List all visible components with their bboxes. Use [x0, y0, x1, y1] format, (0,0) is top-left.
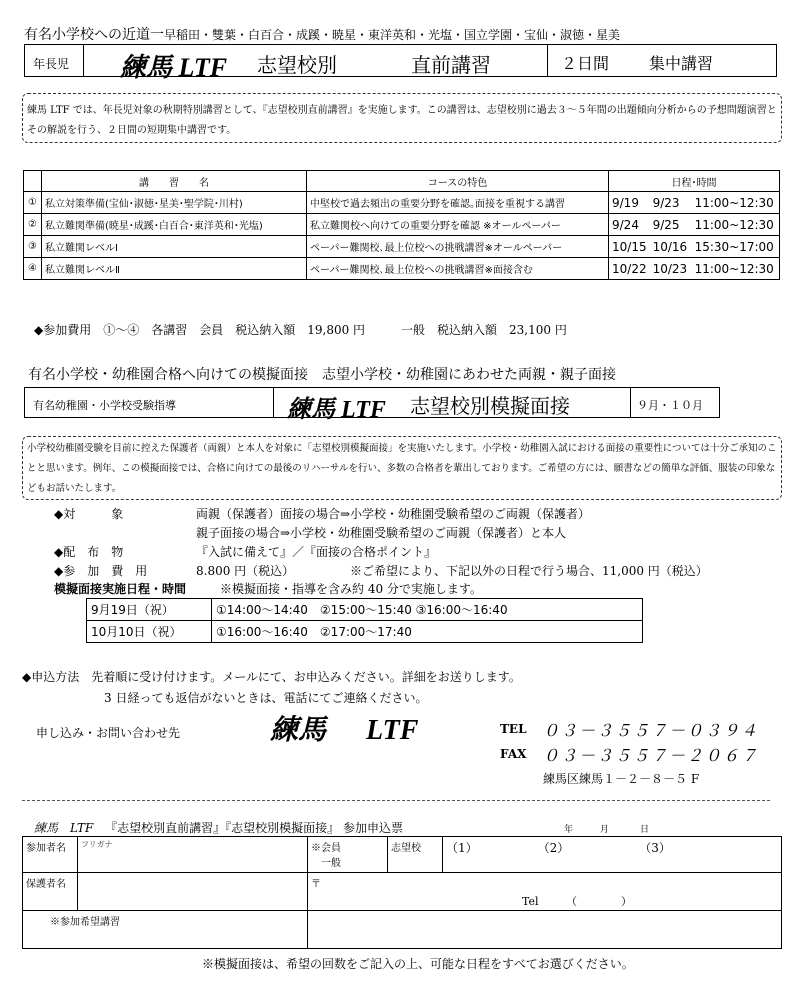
schedule-slots: ①14:00～14:40 ②15:00～15:40 ③16:00～16:40: [212, 599, 643, 621]
choice-field[interactable]: [443, 837, 782, 873]
date-2: 9/23: [650, 192, 692, 214]
course-title-a: 志望校別: [257, 53, 337, 77]
tel-label: TEL: [500, 722, 527, 736]
target-line-1: 両親（保護者）面接の場合⇒小学校・幼稚園受験希望のご両親（保護者）: [196, 507, 591, 521]
form-month: 月: [600, 825, 610, 835]
member-option: ※会員: [311, 843, 341, 854]
choice-label: 志望校: [388, 837, 443, 873]
tagline: 有名小学校への近道一: [24, 27, 164, 43]
participant-label: 参加者名: [23, 837, 78, 873]
choice-2: （2）: [537, 841, 570, 855]
course-name: 私立難関準備(暁星･成蹊･白百合･東洋英和･光塩): [42, 214, 307, 236]
duration: ２日間: [561, 54, 610, 73]
table-row: [87, 621, 643, 643]
interview-fee: 8.800 円（税込）: [196, 564, 295, 578]
header-tagline: [24, 24, 620, 44]
date-2: 10/16: [650, 236, 692, 258]
table-row: [24, 236, 780, 258]
apply-line-2: 3 日経っても返信がないときは、電話にてご連絡ください。: [104, 691, 428, 705]
course-title-b: 直前講習: [411, 53, 491, 77]
interview-fee-note: ※ご希望により、下記以外の日程で行う場合、11,000 円（税込）: [350, 564, 708, 578]
interview-label: 有名幼稚園・小学校受験指導: [33, 399, 176, 412]
wish-label-cell: [23, 911, 308, 949]
table-row: [24, 214, 780, 236]
choice-3: （3）: [639, 841, 671, 855]
form-header: [34, 819, 403, 836]
row-number: ④: [24, 258, 42, 280]
row-number: ③: [24, 236, 42, 258]
course-feature: 私立難関校へ向けての重要分野を確認 ※オールペーパー: [307, 214, 609, 236]
brand-name: 練馬 LTF: [120, 53, 228, 82]
target-label: ◆対 象: [54, 507, 124, 521]
schedule-label: 模擬面接実施日程・時間: [54, 582, 187, 596]
contact-label: 申し込み・お問い合わせ先: [36, 726, 181, 740]
interview-title: 志望校別模擬面接: [410, 394, 570, 418]
target-line-2: 親子面接の場合⇒小学校・幼稚園受験希望のご両親（保護者）と本人: [196, 526, 567, 540]
date-1: 10/15: [609, 236, 650, 258]
course-name: 私立対策準備(宝仙･淑徳･星美･聖学院･川村): [42, 192, 307, 214]
address-field[interactable]: [308, 873, 782, 911]
course-table: [23, 170, 780, 280]
course-banner: [24, 44, 777, 82]
material: 『入試に備えて』／『面接の合格ポイント』: [196, 545, 437, 559]
course-feature: ペーパー難関校､最上位校への挑戦講習※面接含む: [307, 258, 609, 280]
address: 練馬区練馬１－２－８－５ F: [543, 772, 700, 786]
row-number: ①: [24, 192, 42, 214]
table-row: [87, 599, 643, 621]
contact-brand-a: 練馬: [270, 715, 327, 746]
table-row: [24, 192, 780, 214]
guardian-name-field[interactable]: [78, 873, 308, 911]
schedule-note: ※模擬面接・指導を含み約 40 分で実施します。: [220, 582, 482, 596]
intro-box: [22, 93, 782, 143]
interview-months: ９月・１０月: [637, 399, 703, 412]
time: 11:00~12:30: [692, 214, 780, 236]
form-year: 年: [564, 825, 574, 835]
interview-desc-box: [22, 436, 782, 500]
intensive-label: 集中講習: [649, 54, 714, 73]
course-name: 私立難関レベルⅡ: [42, 258, 307, 280]
schedule-date: 9月19日（祝）: [87, 599, 212, 621]
form-note: ※模擬面接は、希望の回数をご記入の上、可能な日程をすべてお選びください。: [202, 957, 634, 971]
membership-field[interactable]: [308, 837, 388, 873]
tel-field-label: Tel （ ）: [522, 895, 633, 908]
furigana-label: フリガナ: [81, 840, 113, 849]
form-brand: 練馬 LTF: [34, 821, 94, 835]
general-option: 一般: [321, 858, 341, 869]
material-label: ◆配 布 物: [54, 545, 124, 559]
interview-brand: 練馬 LTF: [287, 397, 386, 423]
date-2: 9/25: [650, 214, 692, 236]
form-row-guardian: [23, 873, 782, 911]
schedule-slots: ①16:00～16:40 ②17:00～17:40: [212, 621, 643, 643]
fax-number: ０３－３５５７－２０６７: [543, 746, 760, 765]
form-row-wish: [23, 911, 782, 949]
row-number: ②: [24, 214, 42, 236]
date-1: 9/24: [609, 214, 650, 236]
course-fee: ◆参加費用 ①～④ 各講習 会員 税込納入額 19,800 円 一般 税込納入額 23,100 円: [34, 323, 567, 337]
fax-label: FAX: [500, 747, 527, 761]
cut-line: [22, 800, 770, 801]
table-row: [24, 258, 780, 280]
application-form: [22, 836, 782, 949]
interview-headline: 有名小学校・幼稚園合格へ向けての模擬面接 志望小学校・幼稚園にあわせた両親・親子面接: [28, 367, 616, 383]
course-feature: ペーパー難関校､最上位校への挑戦講習※オールペーパー: [307, 236, 609, 258]
time: 15:30~17:00: [692, 236, 780, 258]
intro-text: 練馬 LTF では、年長児対象の秋期特別講習として、『志望校別直前講習』を実施します。この講習は、志望校別に過去３～５年間の出題傾向分析からの予想問題演習とその解説を行う、２日間の短期集中講習です。: [27, 105, 777, 136]
wish-field[interactable]: [308, 911, 782, 949]
course-feature: 中堅校で過去頻出の重要分野を確認｡面接を重視する講習: [307, 192, 609, 214]
schedule-date: 10月10日（祝）: [87, 621, 212, 643]
form-day: 日: [640, 825, 650, 835]
interview-desc: 小学校幼稚園受験を目前に控えた保護者（両親）と本人を対象に「志望校別模擬面接」を実施いたします。小学校・幼稚園入試における面接の重要性については十分ご承知のことと思います。例年、この模擬面接では、合格に向けての最後のリハーサルを行い、多数の合格者を輩出しております。ご希望の方には、願書などの簡単な評価、服装の印象などもお話いたします。: [27, 443, 777, 494]
date-1: 9/19: [609, 192, 650, 214]
contact-brand: [270, 708, 418, 748]
interview-fee-label: ◆参 加 費 用: [54, 564, 148, 578]
date-1: 10/22: [609, 258, 650, 280]
header-course-name: 講 習 名: [42, 171, 307, 192]
guardian-label: 保護者名: [23, 873, 78, 911]
header-schedule: 日程･時間: [609, 171, 780, 192]
postal-mark: 〒: [311, 879, 321, 890]
header-course-feature: コースの特色: [307, 171, 609, 192]
interview-schedule-table: [86, 598, 643, 643]
choice-1: （1）: [446, 841, 478, 855]
course-name: 私立難関レベルⅠ: [42, 236, 307, 258]
interview-banner: [24, 387, 720, 423]
school-list: 早稲田・雙葉・白百合・成蹊・暁星・東洋英和・光塩・国立学園・宝仙・淑徳・星美: [164, 28, 621, 42]
date-2: 10/23: [650, 258, 692, 280]
wish-label: ※参加希望講習: [50, 917, 120, 928]
apply-line-1: ◆申込方法 先着順に受け付けます。メールにて、お申込みください。詳細をお送りします。: [22, 670, 521, 684]
course-table-header: [24, 171, 780, 192]
grade-label: 年長児: [33, 57, 70, 71]
form-row-participant: [23, 837, 782, 873]
contact-brand-b: LTF: [366, 715, 419, 746]
form-title: 『志望校別直前講習』『志望校別模擬面接』 参加申込票: [105, 821, 403, 835]
participant-name-field[interactable]: [78, 837, 308, 873]
time: 11:00~12:30: [692, 192, 780, 214]
time: 11:00~12:30: [692, 258, 780, 280]
tel-number[interactable]: ０３－３５５７－０３９４: [543, 721, 760, 740]
